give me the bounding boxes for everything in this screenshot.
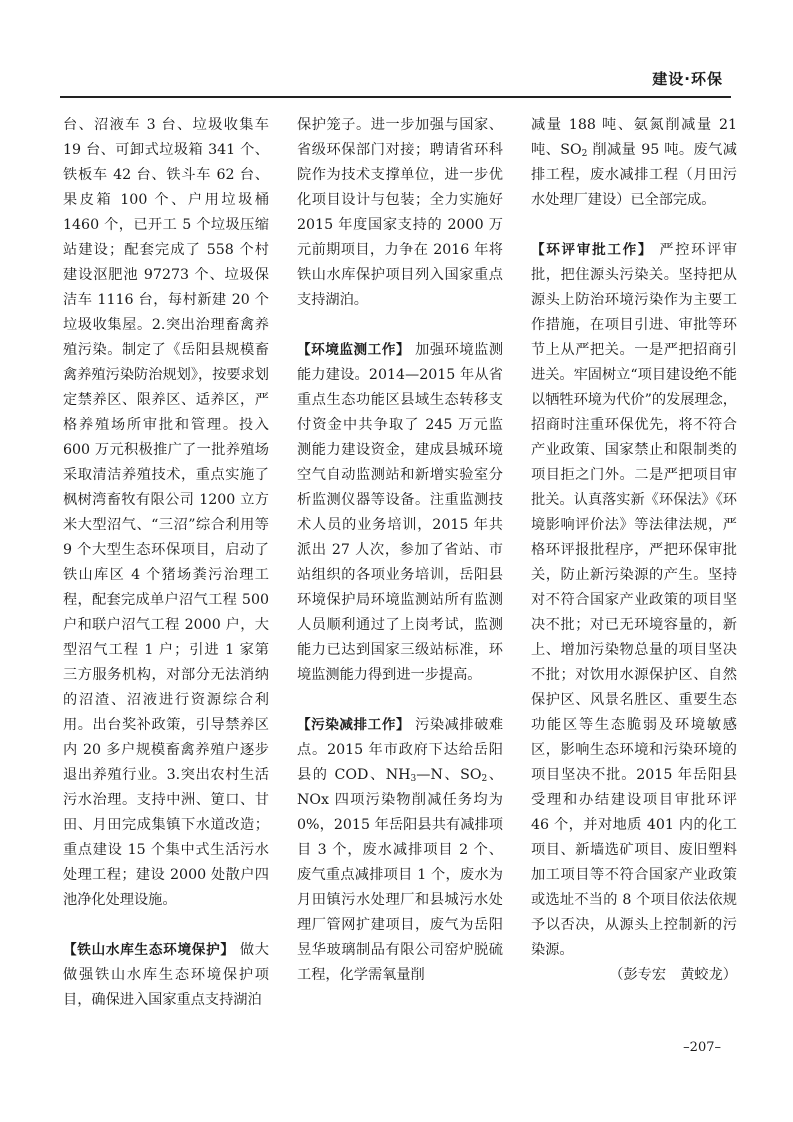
- reduction-continued-a: 减量 188 吨、氨氮削减量 21 吨、SO: [531, 117, 737, 158]
- subscript-3: 3: [410, 774, 417, 784]
- section-title-eia: 【环评审批工作】: [531, 242, 654, 258]
- header-rule: [60, 96, 731, 98]
- section-title-tieshan: 【铁山水库生态环境保护】: [63, 942, 235, 958]
- section-body-reduction-b: —N、SO: [416, 767, 482, 783]
- section-environment-monitoring: [297, 338, 503, 688]
- section-pollution-reduction: [297, 713, 503, 988]
- paragraph-reduction-continued: [531, 113, 737, 213]
- paragraph-rural-sanitation: 台、沼液车 3 台、垃圾收集车 19 台、可卸式垃圾箱 341 个、铁板车 42 台、铁斗车 62 台、果皮箱 100 个、户用垃圾桶 1460 个，已开工 5 个垃圾压缩站建设；配套完成了 558 个村建设沤肥池 97273 个、垃圾保洁车 1116 台，每村新建 20 个垃圾收集屋。2.突出治理畜禽养殖污染。制定了《岳阳县规模畜禽养殖污染防治规划》，按要求划定禁养区、限养区、适养区，严格养殖场所审批和管理。投入 600 万元积极推广了一批养殖场采取清洁养殖技术，重点实施了枫树湾畜牧有限公司 1200 立方米大型沼气、“三沼”综合利用等 9 个大型生态环保项目，启动了铁山库区 4 个猪场粪污治理工程，配套完成单户沼气工程 500 户和联户沼气工程 2000 户，大型沼气工程 1 户；引进 1 家第三方服务机构，对部分无法消纳的沼渣、沼液进行资源综合利用。出台奖补政策，引导禁养区内 20 多户规模畜禽养殖户逐步退出养殖行业。3.突出农村生活污水治理。支持中洲、筻口、甘田、月田完成集镇下水道改造；重点建设 15 个集中式生活污水处理工程；建设 2000 处散户四池净化处理设施。: [63, 117, 269, 908]
- reduction-continued-b: 削减量 95 吨。废气减排工程，废水减排工程（月田污水处理厂建设）已全部完成。: [531, 142, 737, 208]
- section-title-monitoring: 【环境监测工作】: [297, 342, 411, 358]
- author-byline: （彭专宏 黄蛟龙）: [609, 967, 737, 983]
- column-3: [531, 113, 737, 988]
- section-body-monitoring: 加强环境监测能力建设。2014—2015 年从省重点生态功能区县域生态转移支付资金中共争取了 245 万元监测能力建设资金，建成县城环境空气自动监测站和新增实验室分析监测仪器等设备。注重监测技术人员的业务培训，2015 年共派出 27 人次，参加了省站、市站组织的各项业务培训，岳阳县环境保护局环境监测站所有监测人员顺利通过了上岗考试，监测能力已达到国家三级站标准，环境监测能力得到进一步提高。: [297, 342, 504, 683]
- section-body-tieshan: 做大做强铁山水库生态环境保护项目，确保进入国家重点支持湖泊: [63, 942, 269, 1008]
- column-2: [297, 113, 503, 988]
- section-title-reduction: 【污染减排工作】: [297, 717, 411, 733]
- column-1: [63, 113, 269, 1013]
- paragraph-tieshan-continued: 保护笼子。进一步加强与国家、省级环保部门对接；聘请省环科院作为技术支撑单位，进一步优化项目设计与包装；全力实施好 2015 年度国家支持的 2000 万元前期项目，力争在 2016 年将铁山水库保护项目列入国家重点支持湖泊。: [297, 117, 503, 308]
- section-body-eia: 严控环评审批，把住源头污染关。坚持把从源头上防治环境污染作为主要工作措施，在项目引进、审批等环节上从严把关。一是严把招商引进关。牢固树立“项目建设绝不能以牺牲环境为代价”的发展理念，招商时注重环保优先，将不符合产业政策、国家禁止和限制类的项目拒之门外。二是严把项目审批关。认真落实新《环保法》《环境影响评价法》等法律法规，严格环评报批程序，严把环保审批关，防止新污染源的产生。坚持对不符合国家产业政策的项目坚决不批；对已无环境容量的，新上、增加污染物总量的项目坚决不批；对饮用水源保护区、自然保护区、风景名胜区、重要生态功能区等生态脆弱及环境敏感区，影响生态环境和污染环境的项目坚决不批。2015 年岳阳县受理和办结建设项目审批环评 46 个，并对地质 401 内的化工项目、新墙选矿项目、废旧塑料加工项目等不符合国家产业政策或选址不当的 8 个项目依法依规予以否决，从源头上控制新的污染源。: [531, 242, 738, 958]
- subscript-2: 2: [481, 774, 488, 784]
- section-body-reduction-c: 、NOx 四项污染物削减任务均为 0%，2015 年岳阳县共有减排项目 3 个，废水减排项目 2 个、废气重点减排项目 1 个，废水为月田镇污水处理厂和县城污水处理厂管网扩建项目，废气为岳阳昱华玻璃制品有限公司窑炉脱硫工程，化学需氧量削: [297, 767, 503, 983]
- section-body-reduction-a: 污染减排破难点。2015 年市政府下达给岳阳县的 COD、NH: [297, 717, 504, 783]
- section-header-title: 建设·环保: [652, 70, 723, 88]
- section-eia-approval: [531, 238, 737, 963]
- section-tieshan-reservoir: [63, 938, 269, 1013]
- page-number: –207–: [683, 1040, 721, 1055]
- subscript-2: 2: [581, 149, 588, 159]
